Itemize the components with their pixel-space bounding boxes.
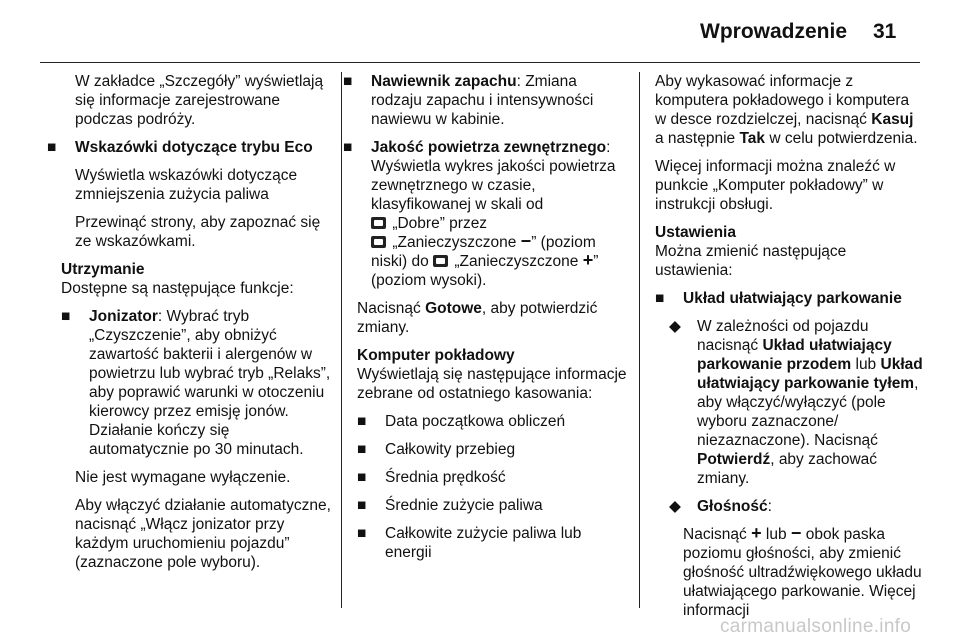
settings-intro: Można zmienić następujące ustawienia: bbox=[655, 243, 847, 279]
page-number: 31 bbox=[873, 20, 897, 43]
square-bullet-icon: ■ bbox=[61, 308, 71, 325]
maintenance-heading: Utrzymanie bbox=[61, 261, 145, 278]
parking-assist-subitem: ◆ W zależności od pojazdu nacisnąć Układ ułatwiający parkowanie przodem lub Układ ułatwiający parkowanie tyłem, aby włączyć/wyłączyć (pole wyboru zaznaczone/ niezaznaczone). Nacisnąć Potwierdź, aby zachować zmiany. bbox=[669, 318, 923, 487]
square-bullet-icon: ■ bbox=[357, 441, 367, 458]
square-bullet-icon: ■ bbox=[47, 139, 57, 156]
list-item: ■ Całkowite zużycie paliwa lub energii bbox=[357, 525, 582, 561]
square-bullet-icon: ■ bbox=[343, 139, 353, 156]
trip-computer-intro: Wyświetlają się następujące informacje zebrane od ostatniego kasowania: bbox=[357, 366, 627, 402]
minus-icon: − bbox=[790, 523, 802, 543]
list-item: ■ Całkowity przebieg bbox=[357, 441, 516, 458]
square-bullet-icon: ■ bbox=[357, 525, 367, 542]
air-quality-high-icon bbox=[433, 255, 448, 267]
eco-tips-item: ■ Wskazówki dotyczące trybu Eco bbox=[47, 139, 313, 156]
more-info-paragraph: Więcej informacji można znaleźć w punkcie „Komputer pokładowy” w instrukcji obsługi. bbox=[655, 158, 896, 213]
details-paragraph: W zakładce „Szczegóły” wyświetlają się informacje zarejestrowane podczas podróży. bbox=[75, 73, 324, 128]
ionizer-note: Nie jest wymagane wyłączenie. bbox=[75, 469, 291, 486]
square-bullet-icon: ■ bbox=[655, 290, 665, 307]
square-bullet-icon: ■ bbox=[357, 469, 367, 486]
air-quality-good-icon bbox=[371, 217, 386, 229]
list-item: ■ Średnia prędkość bbox=[357, 469, 506, 486]
plus-icon: + bbox=[582, 250, 594, 270]
list-item: ■ Średnie zużycie paliwa bbox=[357, 497, 543, 514]
diamond-bullet-icon: ◆ bbox=[669, 498, 681, 515]
volume-subitem: ◆ Głośność: bbox=[669, 498, 772, 515]
list-item: ■ Data początkowa obliczeń bbox=[357, 413, 566, 430]
square-bullet-icon: ■ bbox=[357, 413, 367, 430]
square-bullet-icon: ■ bbox=[357, 497, 367, 514]
parking-assist-item: ■ Układ ułatwiający parkowanie bbox=[655, 290, 902, 307]
column-divider-1 bbox=[341, 72, 342, 608]
reset-paragraph: Aby wykasować informacje z komputera pokładowego i komputera w desce rozdzielczej, nacisnąć Kasuj a następnie Tak w celu potwierdzenia. bbox=[655, 73, 918, 147]
eco-tips-scroll-text: Przewinąć strony, aby zapoznać się ze wskazówkami. bbox=[75, 214, 321, 250]
settings-heading: Ustawienia bbox=[655, 224, 736, 241]
header-divider bbox=[40, 62, 920, 63]
plus-icon: + bbox=[751, 523, 762, 543]
trip-computer-heading: Komputer pokładowy bbox=[357, 347, 515, 364]
ionizer-item: ■ Jonizator: Wybrać tryb „Czyszczenie”, aby obniżyć zawartość bakterii i alergenów w powietrzu lub wybrać tryb „Relaks”, aby poprawić warunki w otoczeniu kierowcy przez emisję jonów. Działanie kończy się automatycznie po 30 minutach. bbox=[61, 308, 331, 458]
diamond-bullet-icon: ◆ bbox=[669, 318, 681, 335]
volume-text: Nacisnąć + lub − obok paska poziomu głośności, aby zmienić głośność ultradźwiękowego układu ułatwiającego parkowanie. Więcej informacji bbox=[683, 523, 922, 619]
done-label: Gotowe bbox=[425, 300, 482, 317]
column-divider-2 bbox=[639, 72, 640, 608]
maintenance-intro: Dostępne są następujące funkcje: bbox=[61, 280, 294, 297]
scent-diffuser-item: ■ Nawiewnik zapachu: Zmiana rodzaju zapachu i intensywności nawiewu w kabinie. bbox=[343, 73, 594, 128]
minus-icon: − bbox=[520, 231, 532, 251]
ionizer-auto-text: Aby włączyć działanie automatyczne, nacisnąć „Włącz jonizator przy każdym uruchomieniu pojazdu” (zaznaczone pole wyboru). bbox=[75, 497, 331, 571]
confirm-paragraph: Nacisnąć Gotowe, aby potwierdzić zmiany. bbox=[357, 300, 598, 336]
watermark: carmanualsonline.info bbox=[720, 616, 912, 637]
outdoor-air-quality-item: ■ Jakość powietrza zewnętrznego: Wyświetla wykres jakości powietrza zewnętrznego w czasie, klasyfikowanej w skali od „Dobre” przez „Zanieczyszczone −” (poziom niski) do „Zanieczyszczone +” (poziom wysoki). bbox=[343, 139, 616, 289]
air-quality-low-icon bbox=[371, 236, 386, 248]
column-1 bbox=[47, 72, 333, 581]
column-3 bbox=[655, 72, 923, 629]
square-bullet-icon: ■ bbox=[343, 73, 353, 90]
page-header-title: Wprowadzenie bbox=[700, 20, 848, 43]
column-2 bbox=[343, 72, 629, 571]
eco-tips-text: Wyświetla wskazówki dotyczące zmniejszenia zużycia paliwa bbox=[75, 167, 298, 203]
